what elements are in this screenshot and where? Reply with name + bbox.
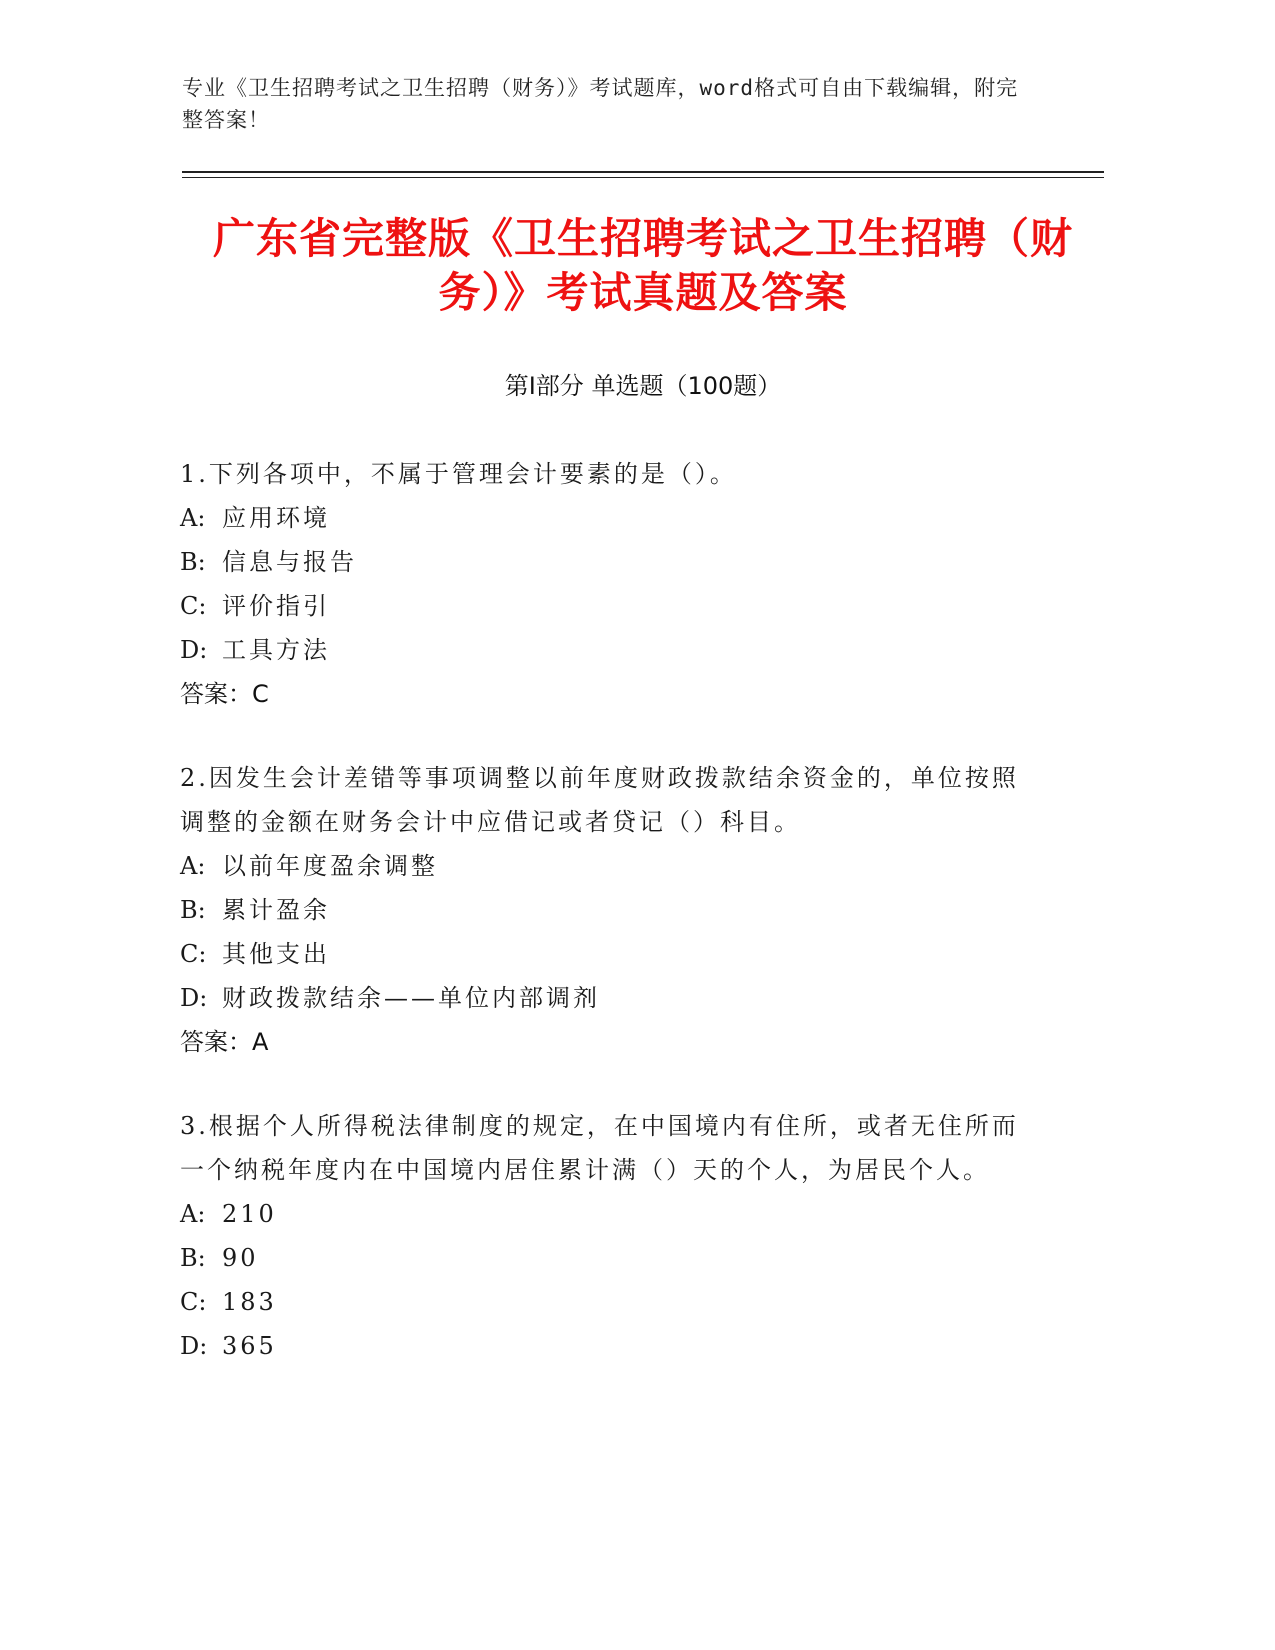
option-b — [180, 888, 1020, 932]
option-letter: A: — [180, 504, 206, 532]
option-text: 信息与报告 — [222, 548, 357, 576]
option-text: 183 — [222, 1288, 277, 1316]
question-list — [180, 452, 1020, 1408]
answer-line: 答案：C — [180, 680, 269, 708]
option-b — [180, 540, 1020, 584]
option-a — [180, 1192, 1020, 1236]
question-1 — [180, 452, 1020, 716]
option-text: 其他支出 — [222, 940, 330, 968]
answer-line: 答案：A — [180, 1028, 269, 1056]
option-letter: D: — [180, 984, 208, 1012]
option-letter: B: — [180, 896, 206, 924]
question-stem: 1.下列各项中，不属于管理会计要素的是（）。 — [180, 460, 737, 488]
option-text: 210 — [222, 1200, 277, 1228]
option-b — [180, 1236, 1020, 1280]
option-text: 评价指引 — [222, 592, 330, 620]
question-2 — [180, 756, 1020, 1064]
option-text: 365 — [222, 1332, 277, 1360]
option-letter: A: — [180, 1200, 206, 1228]
option-text: 以前年度盈余调整 — [222, 852, 438, 880]
option-letter: C: — [180, 1288, 207, 1316]
question-stem: 2.因发生会计差错等事项调整以前年度财政拨款结余资金的，单位按照调整的金额在财务会计中应借记或者贷记（）科目。 — [180, 764, 1019, 836]
section-heading: 第Ⅰ部分 单选题（100题） — [504, 372, 782, 400]
option-letter: C: — [180, 592, 207, 620]
option-text: 财政拨款结余——单位内部调剂 — [222, 984, 600, 1012]
option-letter: D: — [180, 636, 208, 664]
option-d — [180, 1324, 1020, 1368]
option-letter: B: — [180, 548, 206, 576]
option-d — [180, 976, 1020, 1020]
option-letter: D: — [180, 1332, 208, 1360]
option-text: 累计盈余 — [222, 896, 330, 924]
question-3 — [180, 1104, 1020, 1368]
option-text: 90 — [222, 1244, 259, 1272]
option-text: 应用环境 — [222, 504, 330, 532]
header-divider-thin — [182, 177, 1104, 178]
header-note: 专业《卫生招聘考试之卫生招聘（财务）》考试题库，word格式可自由下载编辑，附完整答案！ — [182, 76, 1019, 132]
option-text: 工具方法 — [222, 636, 330, 664]
option-c — [180, 932, 1020, 976]
header-divider-thick — [182, 171, 1104, 173]
option-a — [180, 496, 1020, 540]
option-letter: C: — [180, 940, 207, 968]
question-stem: 3.根据个人所得税法律制度的规定，在中国境内有住所，或者无住所而一个纳税年度内在中国境内居住累计满（）天的个人，为居民个人。 — [180, 1112, 1019, 1184]
option-c — [180, 584, 1020, 628]
option-letter: B: — [180, 1244, 206, 1272]
option-c — [180, 1280, 1020, 1324]
option-letter: A: — [180, 852, 206, 880]
option-d — [180, 628, 1020, 672]
option-a — [180, 844, 1020, 888]
page-title: 广东省完整版《卫生招聘考试之卫生招聘（财务）》考试真题及答案 — [212, 214, 1073, 317]
